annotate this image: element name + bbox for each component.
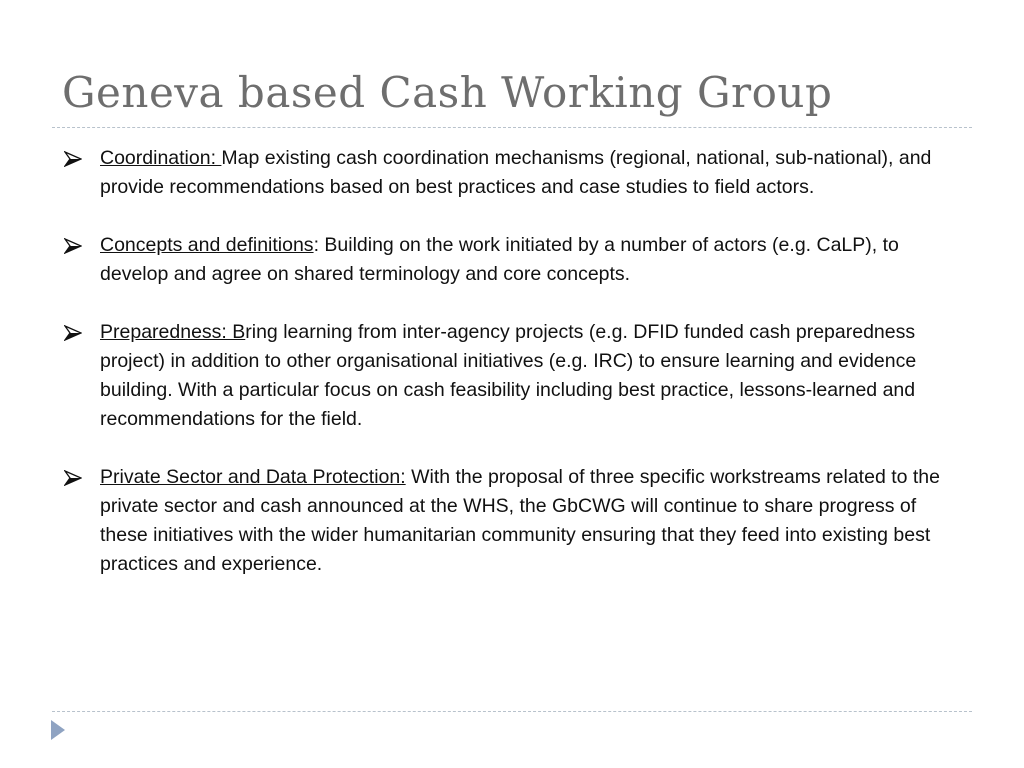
title-divider bbox=[52, 127, 972, 128]
bullet-item-private-sector bbox=[62, 463, 962, 579]
bullet-item-preparedness bbox=[62, 318, 962, 434]
bullet-list bbox=[62, 144, 962, 608]
bullet-text: Map existing cash coordination mechanisms (regional, national, sub-national), and provide recommendations based on best practices and case studies to field actors. bbox=[100, 147, 932, 198]
arrowhead-bullet-icon bbox=[64, 470, 82, 486]
bullet-label: Private Sector and Data Protection: bbox=[100, 466, 406, 488]
slide-title: Geneva based Cash Working Group bbox=[62, 68, 833, 117]
bullet-text: : Building on the work initiated by a number of actors (e.g. CaLP), to develop and agree on shared terminology and core concepts. bbox=[100, 234, 899, 285]
arrowhead-bullet-icon bbox=[64, 325, 82, 341]
bullet-text: ring learning from inter-agency projects (e.g. DFID funded cash preparedness project) in addition to other organisational initiatives (e.g. IRC) to ensure learning and evidence building. With a particular focus on cash feasibility including best practice, lessons-learned and recommendations for the field. bbox=[100, 321, 917, 430]
arrowhead-bullet-icon bbox=[64, 151, 82, 167]
arrowhead-bullet-icon bbox=[64, 238, 82, 254]
footer-divider bbox=[52, 711, 972, 712]
bullet-item-coordination bbox=[62, 144, 962, 202]
bullet-label: Coordination: bbox=[100, 147, 222, 169]
bullet-item-concepts bbox=[62, 231, 962, 289]
play-triangle-icon[interactable] bbox=[50, 719, 66, 741]
bullet-label: Preparedness: B bbox=[100, 321, 246, 343]
bullet-text: With the proposal of three specific workstreams related to the private sector and cash announced at the WHS, the GbCWG will continue to share progress of these initiatives with the wider humanitarian community ensuring that they feed into existing best practices and experience. bbox=[100, 466, 940, 575]
bullet-label: Concepts and definitions bbox=[100, 234, 314, 256]
